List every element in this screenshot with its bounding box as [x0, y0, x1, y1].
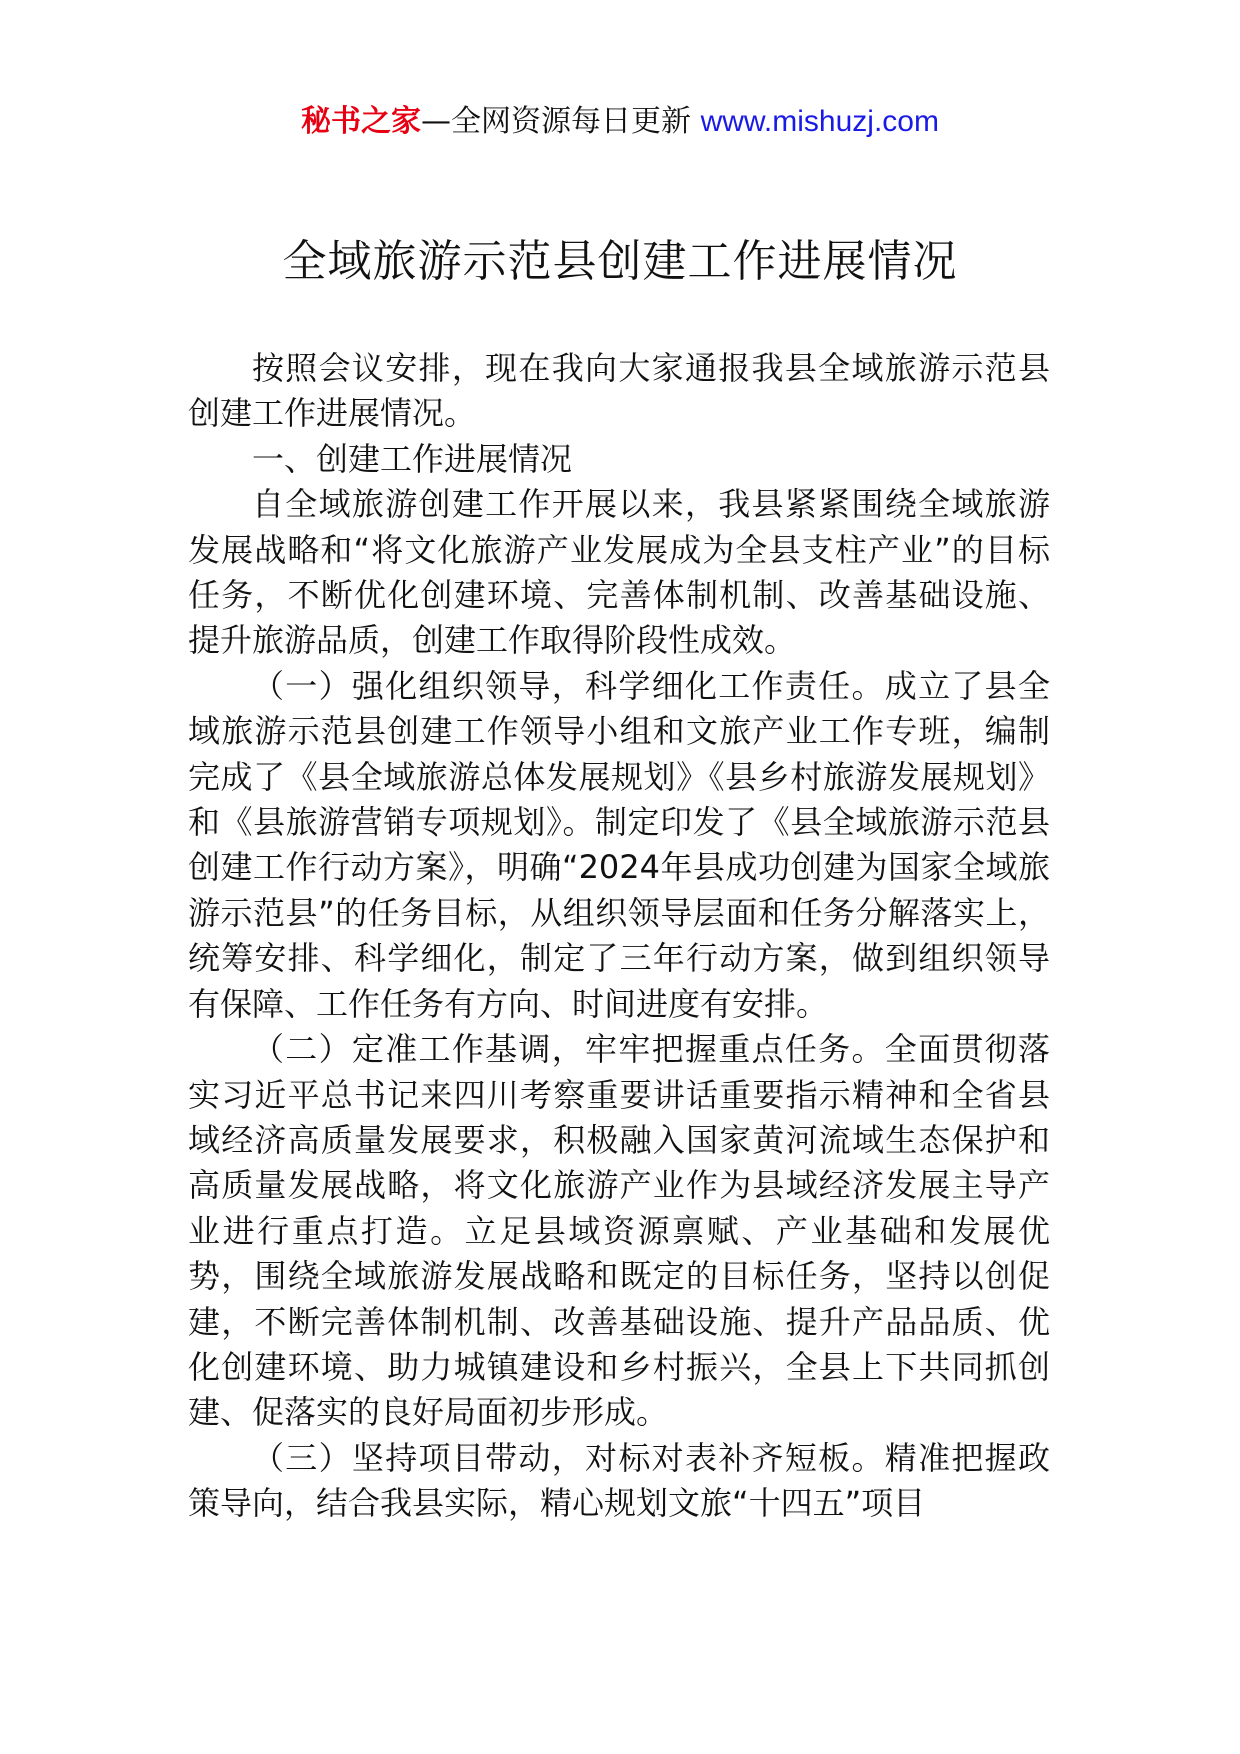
document-body [188, 346, 1050, 1527]
site-tagline: —全网资源每日更新 [421, 104, 701, 139]
document-title: 全域旅游示范县创建工作进展情况 [282, 236, 958, 287]
body-paragraph: （一）强化组织领导，科学细化工作责任。成立了县全域旅游示范县创建工作领导小组和文旅产业工作专班，编制完成了《县全域旅游总体发展规划》《县乡村旅游发展规划》和《县旅游营销专项规划》。制定印发了《县全域旅游示范县创建工作行动方案》，明确“2024年县成功创建为国家全域旅游示范县”的任务目标，从组织领导层面和任务分解落实上，统筹安排、科学细化，制定了三年行动方案，做到组织领导有保障、工作任务有方向、时间进度有安排。 [188, 666, 1050, 1023]
site-url-link[interactable]: www.mishuzj.com [700, 105, 939, 138]
site-brand: 秘书之家 [301, 104, 422, 139]
section-heading: 一、创建工作进展情况 [252, 439, 573, 478]
intro-paragraph: 按照会议安排，现在我向大家通报我县全域旅游示范县创建工作进展情况。 [188, 349, 1050, 433]
body-paragraph: （三）坚持项目带动，对标对表补齐短板。精准把握政策导向，结合我县实际，精心规划文旅“十四五”项目 [188, 1438, 1050, 1523]
body-paragraph: 自全域旅游创建工作开展以来，我县紧紧围绕全域旅游发展战略和“将文化旅游产业发展成为全县支柱产业”的目标任务，不断优化创建环境、完善体制机制、改善基础设施、提升旅游品质，创建工作取得阶段性成效。 [188, 485, 1050, 660]
body-paragraph: （二）定准工作基调，牢牢把握重点任务。全面贯彻落实习近平总书记来四川考察重要讲话重要指示精神和全省县域经济高质量发展要求，积极融入国家黄河流域生态保护和高质量发展战略，将文化旅游产业作为县域经济发展主导产业进行重点打造。立足县域资源禀赋、产业基础和发展优势，围绕全域旅游发展战略和既定的目标任务，坚持以创促建，不断完善体制机制、改善基础设施、提升产品品质、优化创建环境、助力城镇建设和乡村振兴，全县上下共同抓创建、促落实的良好局面初步形成。 [188, 1030, 1050, 1432]
site-banner [0, 100, 1240, 144]
